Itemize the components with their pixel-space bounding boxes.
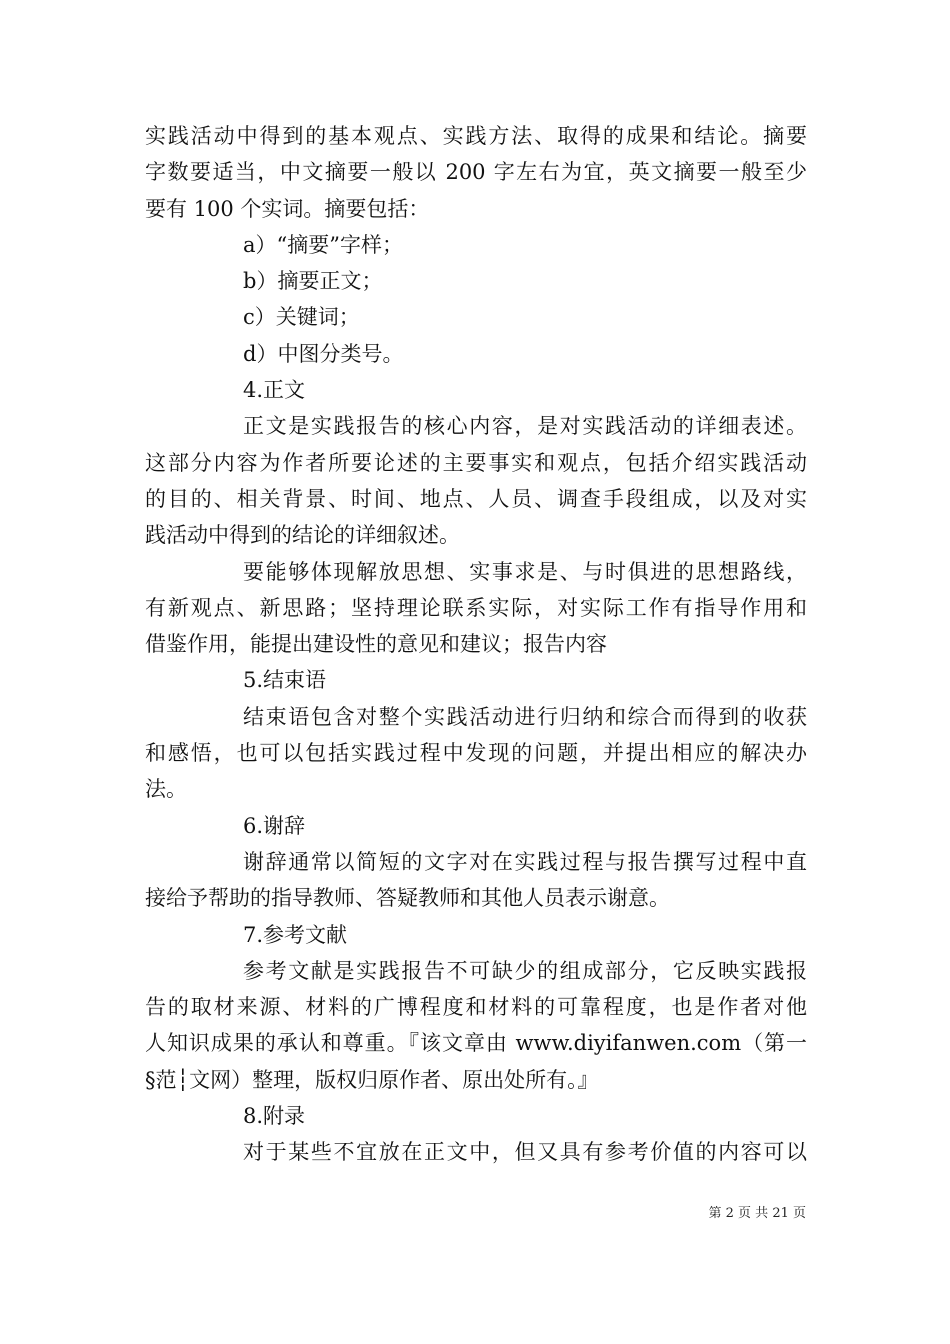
paragraph-line: §范┆文网）整理，版权归原作者、原出处所有。』 bbox=[145, 1067, 599, 1092]
section-heading: 6.谢辞 bbox=[243, 813, 306, 838]
paragraph-line: 要能够体现解放思想、实事求是、与时俱进的思想路线， bbox=[243, 559, 807, 584]
paragraph-line: 借鉴作用，能提出建设性的意见和建议；报告内容 bbox=[145, 632, 607, 657]
paragraph-line: 接给予帮助的指导教师、答疑教师和其他人员表示谢意。 bbox=[145, 886, 670, 911]
paragraph-line: 字数要适当，中文摘要一般以 200 字左右为宜，英文摘要一般至少 bbox=[145, 160, 807, 185]
list-item: a）“摘要”字样； bbox=[243, 232, 403, 257]
section-heading: 5.结束语 bbox=[243, 668, 327, 693]
paragraph-line: 正文是实践报告的核心内容，是对实践活动的详细表述。 bbox=[243, 414, 807, 439]
paragraph-line: 人知识成果的承认和尊重。『该文章由 www.diyifanwen.com（第一 bbox=[145, 1031, 807, 1056]
paragraph-line: 法。 bbox=[145, 777, 187, 802]
list-item: d）中图分类号。 bbox=[243, 341, 404, 366]
paragraph-line: 这部分内容为作者所要论述的主要事实和观点，包括介绍实践活动 bbox=[145, 450, 807, 475]
paragraph-line: 参考文献是实践报告不可缺少的组成部分，它反映实践报 bbox=[243, 958, 807, 983]
body-text bbox=[145, 118, 807, 1171]
paragraph-line: 践活动中得到的结论的详细叙述。 bbox=[145, 523, 460, 548]
paragraph-line: 对于某些不宜放在正文中，但又具有参考价值的内容可以 bbox=[243, 1140, 807, 1165]
list-item: b）摘要正文； bbox=[243, 269, 383, 294]
paragraph-line: 结束语包含对整个实践活动进行归纳和综合而得到的收获 bbox=[243, 704, 807, 729]
list-item: c）关键词； bbox=[243, 305, 360, 330]
paragraph-line: 告的取材来源、材料的广博程度和材料的可靠程度，也是作者对他 bbox=[145, 995, 807, 1020]
paragraph-line: 要有 100 个实词。摘要包括： bbox=[145, 196, 430, 221]
paragraph-line: 有新观点、新思路；坚持理论联系实际，对实际工作有指导作用和 bbox=[145, 595, 807, 620]
paragraph-line: 实践活动中得到的基本观点、实践方法、取得的成果和结论。摘要 bbox=[145, 124, 807, 148]
section-heading: 7.参考文献 bbox=[243, 922, 348, 947]
paragraph-line: 和感悟，也可以包括实践过程中发现的问题，并提出相应的解决办 bbox=[145, 741, 807, 766]
section-heading: 8.附录 bbox=[243, 1104, 306, 1129]
section-heading: 4.正文 bbox=[243, 378, 306, 403]
page-number-footer: 第 2 页 共 21 页 bbox=[708, 1206, 806, 1221]
paragraph-line: 的目的、相关背景、时间、地点、人员、调查手段组成，以及对实 bbox=[145, 486, 807, 511]
paragraph-line: 谢辞通常以简短的文字对在实践过程与报告撰写过程中直 bbox=[243, 849, 807, 874]
